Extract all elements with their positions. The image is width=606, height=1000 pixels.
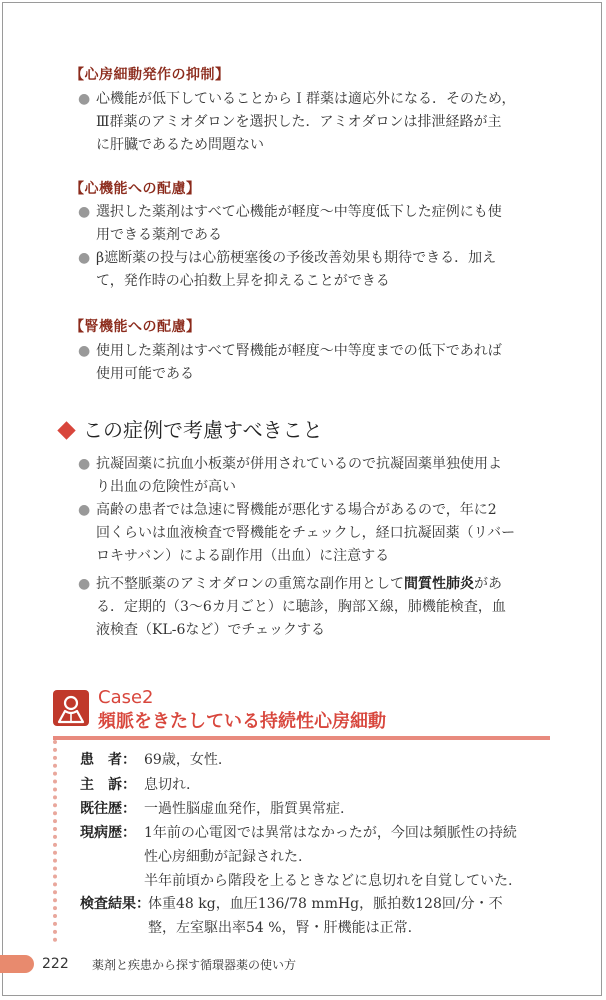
list-item: ● 使用した薬剤はすべて腎機能が軽度～中等度までの低下であれば 使用可能である bbox=[78, 340, 553, 386]
bullet-icon: ● bbox=[78, 456, 91, 472]
book-title: 薬剤と疾患から探す循環器薬の使い方 bbox=[92, 958, 297, 972]
bullet-icon: ● bbox=[78, 204, 91, 220]
page-number: 222 bbox=[42, 956, 69, 972]
section-heading-cardiac-function: 【心機能への配慮】 bbox=[70, 181, 201, 197]
section-heading-renal-function: 【腎機能への配慮】 bbox=[70, 319, 201, 335]
section-heading-af-suppression: 【心房細動発作の抑制】 bbox=[70, 67, 230, 83]
section-heading-considerations: この症例で考慮すべきこと bbox=[56, 414, 323, 443]
list-item: ● β遮断薬の投与は心筋梗塞後の予後改善効果も期待できる．加え て，発作時の心拍数上昇を抑えることができる bbox=[78, 247, 553, 293]
case-label: Case2 bbox=[98, 687, 154, 708]
list-item: ● 高齢の患者では急速に腎機能が悪化する場合があるので，年に2 回くらいは血液検査で腎機能をチェックし，経口抗凝固薬（リバー ロキサバン）による副作用（出血）に注意する bbox=[78, 499, 553, 568]
page-tab bbox=[0, 955, 34, 973]
divider bbox=[53, 740, 57, 942]
bullet-icon: ● bbox=[78, 343, 91, 359]
case-title: 頻脈をきたしている持続性心房細動 bbox=[98, 711, 386, 732]
bullet-icon: ● bbox=[78, 502, 91, 518]
list-item: ● 心機能が低下していることからＩ群薬は適応外になる．そのため， Ⅲ群薬のアミオダロンを選択した．アミオダロンは排泄経路が主 に肝臓であるため問題ない bbox=[78, 88, 553, 157]
person-icon bbox=[53, 690, 89, 726]
bold-term: 間質性肺炎 bbox=[404, 576, 474, 592]
list-item: ● 選択した薬剤はすべて心機能が軽度～中等度低下した症例にも使 用できる薬剤である bbox=[78, 201, 553, 247]
diamond-icon bbox=[57, 421, 75, 439]
list-item: ● 抗凝固薬に抗血小板薬が併用されているので抗凝固薬単独使用よ り出血の危険性が高い bbox=[78, 453, 553, 499]
bullet-icon: ● bbox=[78, 91, 91, 107]
bullet-icon: ● bbox=[78, 576, 91, 592]
bullet-icon: ● bbox=[78, 250, 91, 266]
divider bbox=[53, 736, 550, 740]
list-item: ● 抗不整脈薬のアミオダロンの重篤な副作用として間質性肺炎があ る．定期的（3～6カ月ごと）に聴診，胸部Ｘ線，肺機能検査，血 液検査（KL-6など）でチェックする bbox=[78, 573, 553, 642]
